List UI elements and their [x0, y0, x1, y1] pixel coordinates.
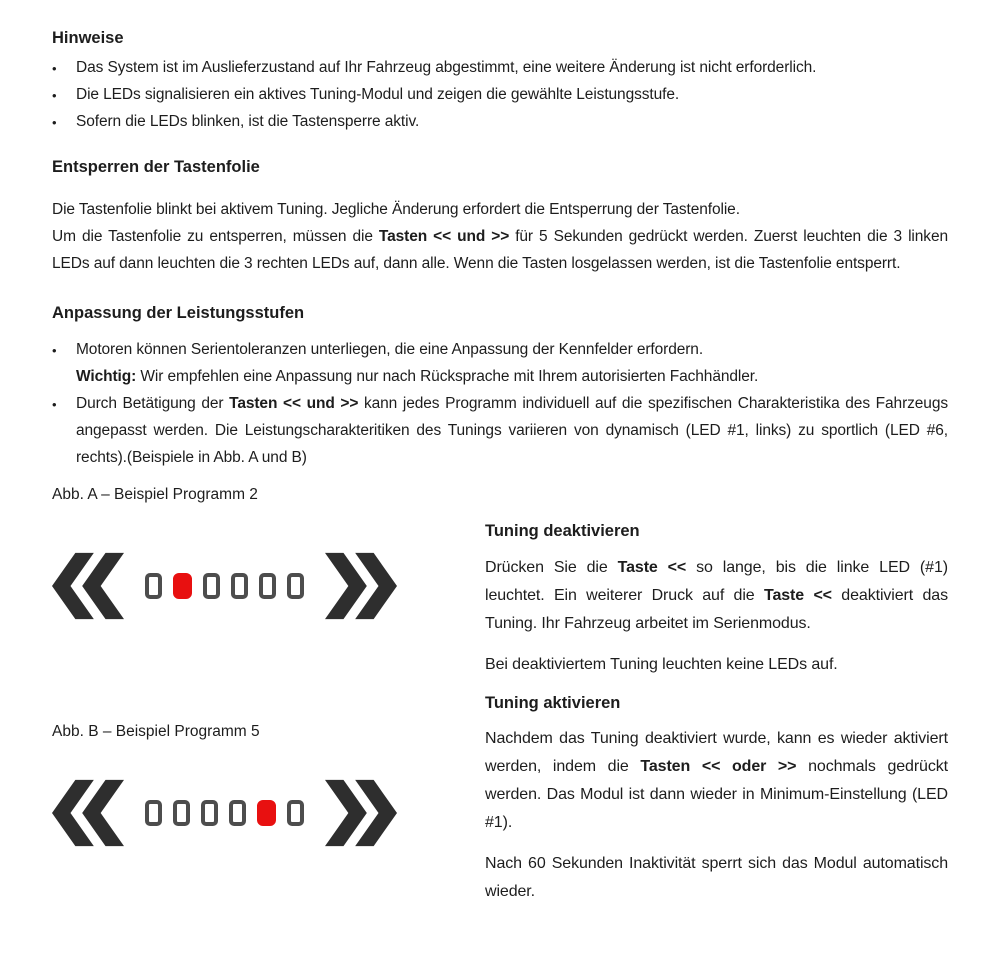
figure-b-graphic: [52, 779, 485, 847]
section-title-hinweise: Hinweise: [52, 29, 124, 47]
tuning-deaktivieren-note: Bei deaktiviertem Tuning leuchten keine LEDs auf.: [485, 656, 838, 673]
bullet-line: Motoren können Serientoleranzen unterliegen, die eine Anpassung der Kennfelder erfordern.: [76, 341, 704, 358]
bullet-line: Wichtig: Wir empfehlen eine Anpassung nur nach Rücksprache mit Ihrem autorisierten Fachhändler.: [76, 368, 759, 385]
bullet-dot-icon: [52, 81, 76, 108]
section-title-tuning-deaktivieren: Tuning deaktivieren: [485, 522, 640, 540]
led-off: [287, 800, 304, 826]
bullet-text: Die LEDs signalisieren ein aktives Tuning-Modul und zeigen die gewählte Leistungsstufe.: [76, 86, 680, 103]
figure-b-label: Abb. B – Beispiel Programm 5: [52, 723, 260, 740]
figures-column: [52, 481, 485, 906]
entsperren-intro: Die Tastenfolie blinkt bei aktivem Tuning. Jegliche Änderung erfordert die Entsperrung der Tastenfolie.: [52, 201, 740, 218]
bullet-item: [52, 108, 948, 135]
figure-a-label: Abb. A – Beispiel Programm 2: [52, 486, 258, 503]
bullet-dot-icon: [52, 108, 76, 135]
bullet-dot-icon: [52, 336, 76, 390]
hinweise-bullet-list: [52, 54, 948, 135]
led-row: [145, 573, 304, 599]
bullet-text: Sofern die LEDs blinken, ist die Tastensperre aktiv.: [76, 113, 420, 130]
led-off: [287, 573, 304, 599]
led-off: [231, 573, 248, 599]
figure-a-graphic: [52, 552, 485, 620]
bullet-item: [52, 81, 948, 108]
led-off: [173, 800, 190, 826]
led-off: [203, 573, 220, 599]
tuning-deaktivieren-paragraph: Drücken Sie die Taste << so lange, bis die linke LED (#1) leuchtet. Ein weiterer Druck auf die Taste << deaktiviert das Tuning. Ihr Fahrzeug arbeitet im Serienmodus.: [485, 559, 948, 632]
led-off: [229, 800, 246, 826]
bullet-text: [76, 336, 948, 390]
section-entsperren: [52, 157, 948, 277]
bullet-text: Das System ist im Auslieferzustand auf Ihr Fahrzeug abgestimmt, eine weitere Änderung ist nicht erforderlich.: [76, 59, 817, 76]
led-off: [201, 800, 218, 826]
tuning-aktivieren-paragraph: Nachdem das Tuning deaktiviert wurde, kann es wieder aktiviert werden, indem die Tasten << oder >> nochmals gedrückt werden. Das Modul ist dann wieder in Minimum-Einstellung (LED #1).: [485, 730, 949, 831]
section-anpassung: [52, 303, 948, 471]
led-row: [145, 800, 304, 826]
led-off: [259, 573, 276, 599]
bullet-item: [52, 390, 948, 471]
led-on: [173, 573, 192, 599]
bullet-item: [52, 54, 948, 81]
section-title-anpassung: Anpassung der Leistungsstufen: [52, 304, 305, 322]
led-on: [257, 800, 276, 826]
double-chevron-left-icon: [52, 779, 124, 847]
double-chevron-left-icon: [52, 552, 124, 620]
section-hinweise: [52, 28, 948, 135]
figures-and-instructions: [52, 481, 948, 906]
section-title-tuning-aktivieren: Tuning aktivieren: [485, 694, 621, 712]
bullet-text: Durch Betätigung der Tasten << und >> kann jedes Programm individuell auf die spezifischen Charakteristika des Fahrzeugs angepasst werden. Die Leistungscharakteritiken des Tunings variieren von dynamisch (LED #1, links) zu sportlich (LED #6, rechts).(Beispiele in Abb. A und B): [76, 395, 948, 466]
entsperren-body: Um die Tastenfolie zu entsperren, müssen die Tasten << und >> für 5 Sekunden gedrückt werden. Zuerst leuchten die 3 linken LEDs auf dann leuchten die 3 rechten LEDs auf, dann alle. Wenn die Tasten losgelassen werden, ist die Tastenfolie entsperrt.: [52, 228, 948, 272]
double-chevron-right-icon: [325, 779, 397, 847]
double-chevron-right-icon: [325, 552, 397, 620]
section-title-entsperren: Entsperren der Tastenfolie: [52, 158, 260, 176]
led-off: [145, 573, 162, 599]
instructions-column: [485, 481, 948, 906]
led-off: [145, 800, 162, 826]
tuning-aktivieren-note: Nach 60 Sekunden Inaktivität sperrt sich das Modul automatisch wieder.: [485, 855, 948, 900]
bullet-dot-icon: [52, 390, 76, 471]
bullet-item: [52, 336, 948, 390]
bullet-dot-icon: [52, 54, 76, 81]
